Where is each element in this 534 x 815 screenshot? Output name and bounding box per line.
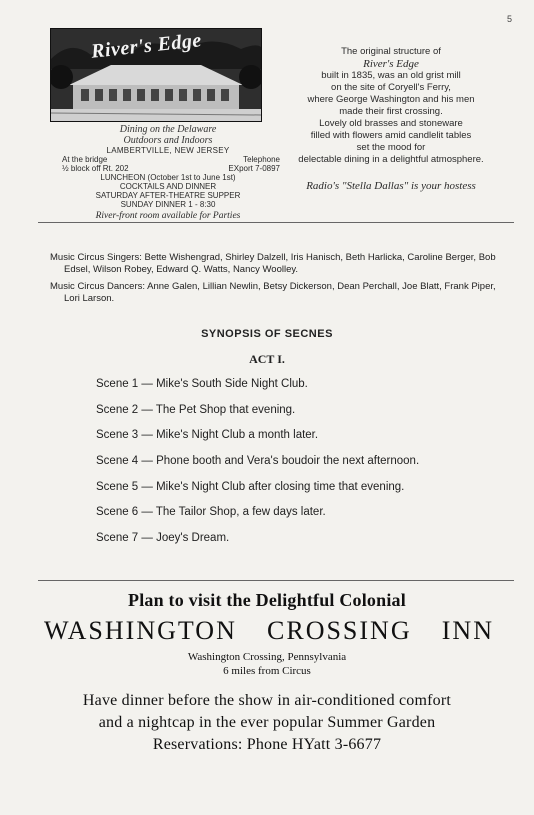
singers-text: Music Circus Singers: Bette Wishengrad, Shirley Dalzell, Iris Hanisch, Beth Harlicka, Caroline Berger, Bob Edsel, Wilson Robey, Edward Q. Watts, Nancy Woolley. (50, 252, 496, 275)
location: LAMBERTVILLE, NEW JERSEY (106, 146, 230, 155)
history-line-1: The original structure of (341, 46, 441, 57)
restaurant-details (48, 124, 288, 221)
luncheon: LUNCHEON (October 1st to June 1st) (100, 173, 236, 182)
inn-distance: 6 miles from Circus (223, 665, 311, 677)
sunday-dinner: SUNDAY DINNER 1 - 8:30 (120, 200, 216, 209)
history-line-7: filled with flowers amid candlelit tables (310, 130, 472, 141)
phone-number: EXport 7-0897 (228, 164, 280, 173)
scene-item: Scene 2 — The Pet Shop that evening. (96, 403, 296, 416)
hostess-line: Radio's "Stella Dallas" is your hostess (306, 180, 476, 192)
scene-item: Scene 7 — Joey's Dream. (96, 532, 230, 545)
dancers-text: Music Circus Dancers: Anne Galen, Lillian Newlin, Betsy Dickerson, Dean Perchall, Joe Blatt, Frank Piper, Lori Larson. (50, 281, 496, 304)
divider-top (38, 222, 514, 223)
logo-text: River's Edge (90, 29, 203, 63)
rivers-edge-logo (50, 28, 262, 122)
inn-name-word: CROSSING (267, 616, 412, 645)
history-line-8: set the mood for (356, 142, 426, 153)
history-line-4: where George Washington and his men (307, 94, 475, 105)
scene-item: Scene 4 — Phone booth and Vera's boudoir the next afternoon. (96, 455, 420, 468)
history-line-5: made their first crossing. (339, 106, 443, 117)
at-bridge: At the bridge (62, 155, 108, 164)
divider-bottom (38, 580, 514, 581)
history-line-6: Lovely old brasses and stoneware (319, 118, 463, 129)
inn-dinner-text (0, 690, 534, 756)
history-line-3: on the site of Coryell's Ferry, (331, 82, 451, 93)
block-off: ½ block off Rt. 202 (62, 164, 129, 173)
block-phone-row (48, 164, 288, 173)
cocktails: COCKTAILS AND DINNER (119, 182, 217, 191)
scene-item: Scene 3 — Mike's Night Club a month later. (96, 429, 319, 442)
scene-item: Scene 5 — Mike's Night Club after closing time that evening. (96, 480, 405, 493)
inn-address-line: Washington Crossing, Pennsylvania (187, 651, 347, 663)
inn-reservations: Reservations: Phone HYatt 3-6677 (152, 736, 382, 753)
history-text (276, 46, 506, 192)
scene-item: Scene 6 — The Tailor Shop, a few days later. (96, 506, 326, 519)
supper: SATURDAY AFTER-THEATRE SUPPER (95, 191, 241, 200)
scene-item: Scene 1 — Mike's South Side Night Club. (96, 378, 308, 390)
singers-list (50, 252, 506, 276)
synopsis-title: SYNOPSIS OF SECNES (201, 328, 333, 340)
inn-dinner-line-2: and a nightcap in the ever popular Summer Garden (98, 714, 436, 731)
page-number: 5 (506, 14, 512, 24)
history-name: River's Edge (363, 58, 419, 70)
tagline-1: Dining on the Delaware (119, 124, 217, 135)
inn-dinner-line-1: Have dinner before the show in air-conditioned comfort (82, 692, 452, 709)
scene-list (96, 378, 516, 558)
dancers-list (50, 281, 506, 305)
inn-name (44, 616, 494, 646)
parties-note: River-front room available for Parties (95, 211, 241, 221)
tagline-2: Outdoors and Indoors (123, 135, 213, 146)
inn-name-word: INN (441, 616, 494, 645)
inn-plan-line: Plan to visit the Delightful Colonial (128, 590, 406, 610)
inn-address (0, 650, 534, 678)
telephone-label: Telephone (243, 155, 280, 164)
history-line-9: delectable dining in a delightful atmosphere. (298, 154, 484, 165)
act-title: ACT I. (249, 352, 285, 366)
inn-name-word: WASHINGTON (44, 616, 237, 645)
rivers-edge-ad (48, 28, 506, 221)
bridge-telephone-row (48, 155, 288, 164)
history-line-2: built in 1835, was an old grist mill (321, 70, 461, 81)
